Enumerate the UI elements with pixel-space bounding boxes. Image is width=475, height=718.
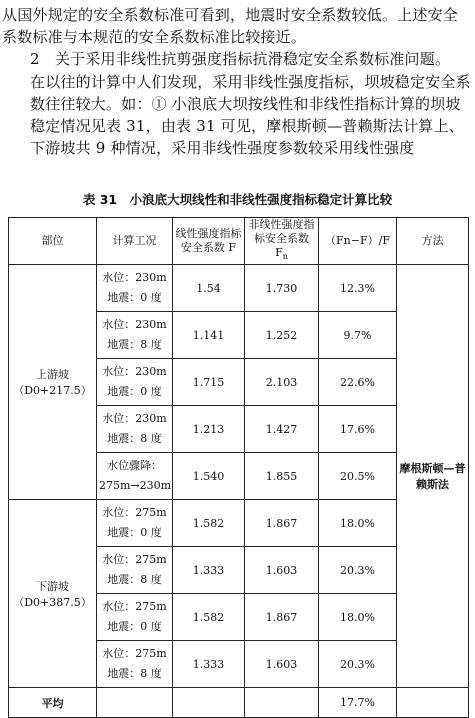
- header-linear-factor: 线性强度指标安全系数 F: [173, 218, 245, 265]
- table-caption: 表 31 小浪底大坝线性和非线性强度指标稳定计算比较: [82, 192, 393, 207]
- linear-value: 1.54: [173, 265, 245, 312]
- header-position: 部位: [9, 218, 97, 265]
- ratio-value: 9.7%: [319, 312, 397, 359]
- nonlinear-value: 1.867: [245, 594, 319, 641]
- condition-cell: 水位：230m 地震：8 度: [97, 406, 173, 453]
- nonlinear-value: 1.867: [245, 500, 319, 547]
- group-downstream: 下游坡 （D0+387.5）: [9, 500, 97, 688]
- ratio-value: 12.3%: [319, 265, 397, 312]
- header-method: 方法: [397, 218, 469, 265]
- ratio-value: 18.0%: [319, 500, 397, 547]
- paragraph-1: 从国外规定的安全系数标准可看到，地震时安全系数较低。上述安全系数标准与本规范的安全系数标准比较接近。: [2, 6, 459, 47]
- empty-cell: [97, 688, 173, 718]
- method-cell: 摩根斯顿—普赖斯法: [397, 265, 469, 688]
- header-condition: 计算工况: [97, 218, 173, 265]
- linear-value: 1.333: [173, 547, 245, 594]
- table-header-row: [9, 218, 469, 265]
- ratio-value: 17.6%: [319, 406, 397, 453]
- nonlinear-value: 2.103: [245, 359, 319, 406]
- condition-cell: 水位：230m 地震：8 度: [97, 312, 173, 359]
- average-row: [9, 688, 469, 718]
- header-nonlinear-factor: 非线性强度指标安全系数 $F_n$: [245, 218, 319, 265]
- body-text: [2, 4, 472, 159]
- condition-cell: 水位：275m 地震：0 度: [97, 500, 173, 547]
- empty-cell: [245, 688, 319, 718]
- average-label: 平均: [9, 688, 97, 718]
- linear-value: 1.141: [173, 312, 245, 359]
- nonlinear-value: 1.603: [245, 641, 319, 688]
- ratio-value: 20.5%: [319, 453, 397, 500]
- empty-cell: [173, 688, 245, 718]
- empty-cell: [397, 688, 469, 718]
- condition-cell: 水位：230m 地震：0 度: [97, 359, 173, 406]
- table-row: [9, 265, 469, 312]
- comparison-table: [8, 217, 469, 718]
- paragraph-3: 在以往的计算中人们发现，采用非线性强度指标，坝坡稳定安全系数往往较大。如：① 小浪底大坝按线性和非线性指标计算的坝坡稳定情况见表 31，由表 31 可见，摩根斯顿—普赖斯法计算上、下游坡共 9 种情况，采用非线性强度参数较采用线性强度: [30, 72, 471, 158]
- average-ratio: 17.7%: [319, 688, 397, 718]
- header-ratio: （Fn−F）/F: [319, 218, 397, 265]
- condition-cell: 水位：230m 地震：0 度: [97, 265, 173, 312]
- linear-value: 1.213: [173, 406, 245, 453]
- ratio-value: 18.0%: [319, 594, 397, 641]
- nonlinear-value: 1.730: [245, 265, 319, 312]
- linear-value: 1.582: [173, 594, 245, 641]
- ratio-value: 20.3%: [319, 547, 397, 594]
- condition-cell: 水位骤降： 275m→230m: [97, 453, 173, 500]
- nonlinear-value: 1.603: [245, 547, 319, 594]
- condition-cell: 水位：275m 地震：8 度: [97, 641, 173, 688]
- condition-cell: 水位：275m 地震：0 度: [97, 594, 173, 641]
- condition-cell: 水位：275m 地震：8 度: [97, 547, 173, 594]
- nonlinear-value: 1.252: [245, 312, 319, 359]
- group-upstream: 上游坡 （D0+217.5）: [9, 265, 97, 500]
- linear-value: 1.333: [173, 641, 245, 688]
- linear-value: 1.582: [173, 500, 245, 547]
- nonlinear-value: 1.427: [245, 406, 319, 453]
- linear-value: 1.715: [173, 359, 245, 406]
- ratio-value: 22.6%: [319, 359, 397, 406]
- linear-value: 1.540: [173, 453, 245, 500]
- paragraph-2: 2 关于采用非线性抗剪强度指标抗滑稳定安全系数标准问题。: [30, 50, 451, 69]
- ratio-value: 20.3%: [319, 641, 397, 688]
- nonlinear-value: 1.855: [245, 453, 319, 500]
